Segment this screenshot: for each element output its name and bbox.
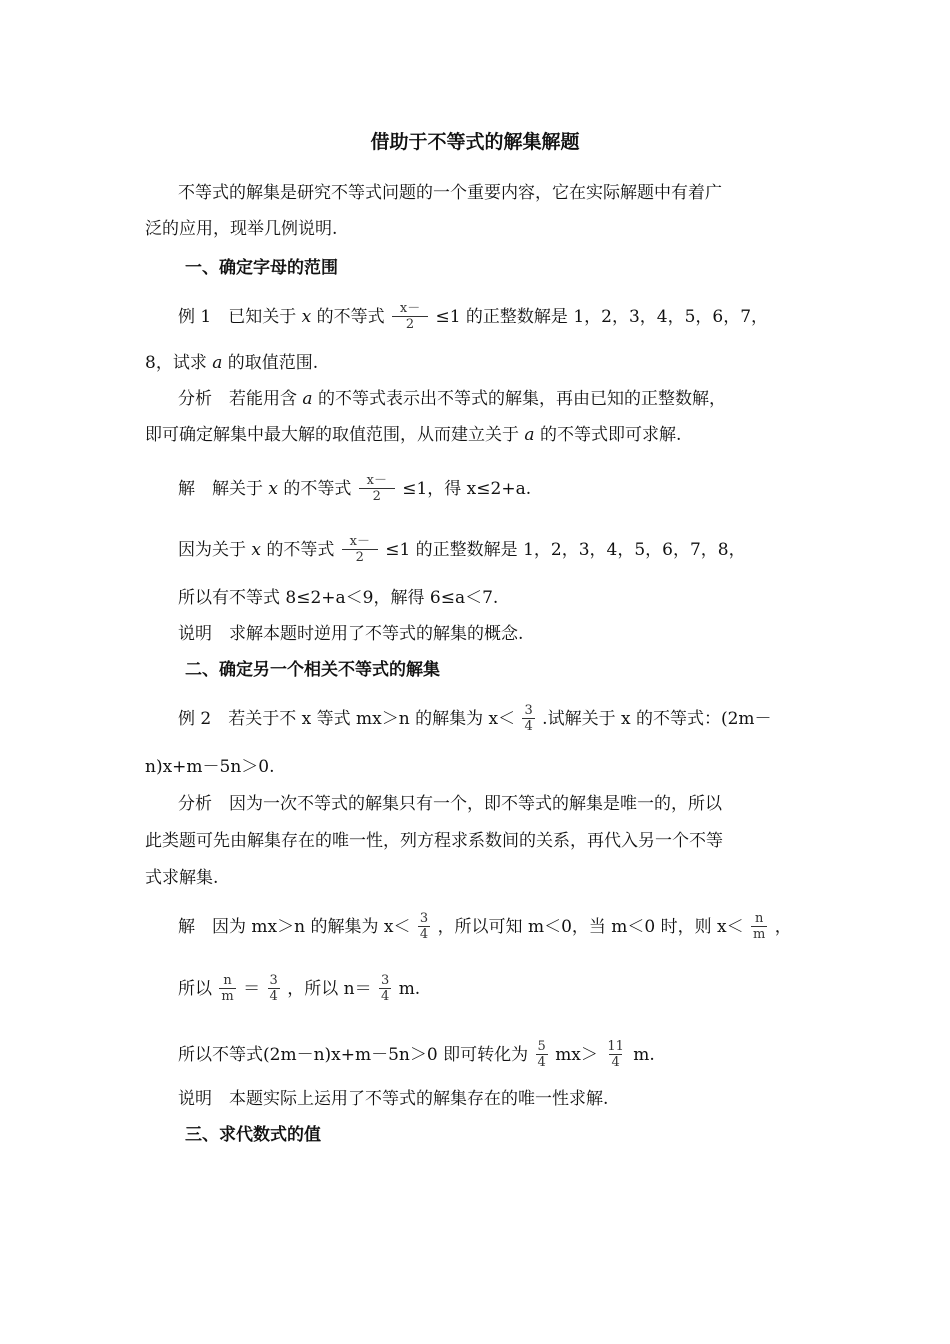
example-1-line-1: 例 1 已知关于 x 的不等式 $\frac{x-}{2}$ ≤1 的正整数解是 1，2，3，4，5，6，7， — [178, 301, 769, 332]
section-3-heading: 三、求代数式的值 — [185, 1125, 321, 1145]
example-1-line-2: 8，试求 a 的取值范围. — [145, 353, 319, 373]
section-1-heading: 一、确定字母的范围 — [185, 258, 338, 278]
solution-2-line-1: 解 因为 mx＞n 的解集为 x＜ $\frac{3}{4}$ ，所以可知 m＜0，当 m＜0 时，则 x＜ $\frac{n}{m}$ ， — [178, 911, 792, 942]
analysis-1-line-2: 即可确定解集中最大解的取值范围，从而建立关于 a 的不等式即可求解. — [145, 425, 682, 445]
solution-1-line-3: 所以有不等式 8≤2+a＜9，解得 6≤a＜7. — [178, 588, 499, 608]
solution-1-line-2: 因为关于 x 的不等式 $\frac{x-}{2}$ ≤1 的正整数解是 1，2，3，4，5，6，7，8， — [178, 534, 746, 565]
page-title: 借助于不等式的解集解题 — [370, 131, 580, 153]
example-2-line-2: n)x+m－5n＞0. — [145, 757, 275, 777]
fraction-n-over-m: $\frac{n}{m}$ — [221, 973, 234, 1004]
fraction-x-over-2: $\frac{x-}{2}$ — [359, 473, 395, 504]
fraction-n-over-m: $\frac{n}{m}$ — [753, 911, 766, 942]
solution-2-line-3: 所以不等式(2m－n)x+m－5n＞0 即可转化为 $\frac{5}{4}$ mx＞ $\frac{11}{4}$ m. — [178, 1039, 655, 1070]
analysis-2-line-3: 式求解集. — [145, 868, 219, 888]
analysis-2-line-2: 此类题可先由解集存在的唯一性，列方程求系数间的关系，再代入另一个不等 — [145, 831, 723, 851]
intro-line-1: 不等式的解集是研究不等式问题的一个重要内容，它在实际解题中有着广 — [178, 183, 722, 203]
fraction-x-over-2: $\frac{x-}{2}$ — [342, 534, 378, 565]
analysis-1-line-1: 分析 若能用含 a 的不等式表示出不等式的解集，再由已知的正整数解， — [178, 389, 726, 409]
note-2: 说明 本题实际上运用了不等式的解集存在的唯一性求解. — [178, 1089, 609, 1109]
section-2-heading: 二、确定另一个相关不等式的解集 — [185, 660, 440, 680]
fraction-11-over-4: $\frac{11}{4}$ — [607, 1039, 624, 1070]
solution-2-line-2: 所以 $\frac{n}{m}$ ＝ $\frac{3}{4}$ ，所以 n＝ $\frac{3}{4}$ m. — [178, 973, 421, 1004]
fraction-3-over-4: $\frac{3}{4}$ — [381, 973, 390, 1004]
solution-1-line-1: 解 解关于 x 的不等式 $\frac{x-}{2}$ ≤1，得 x≤2+a. — [178, 473, 532, 504]
fraction-5-over-4: $\frac{5}{4}$ — [537, 1039, 546, 1070]
analysis-2-line-1: 分析 因为一次不等式的解集只有一个，即不等式的解集是唯一的，所以 — [178, 794, 722, 814]
fraction-3-over-4: $\frac{3}{4}$ — [269, 973, 278, 1004]
example-2-line-1: 例 2 若关于不 x 等式 mx＞n 的解集为 x＜ $\frac{3}{4}$ .试解关于 x 的不等式：(2m－ — [178, 703, 772, 734]
fraction-x-over-2: $\frac{x-}{2}$ — [392, 301, 428, 332]
fraction-3-over-4: $\frac{3}{4}$ — [524, 703, 533, 734]
note-1: 说明 求解本题时逆用了不等式的解集的概念. — [178, 624, 524, 644]
intro-line-2: 泛的应用，现举几例说明. — [145, 219, 338, 239]
fraction-3-over-4: $\frac{3}{4}$ — [419, 911, 429, 942]
